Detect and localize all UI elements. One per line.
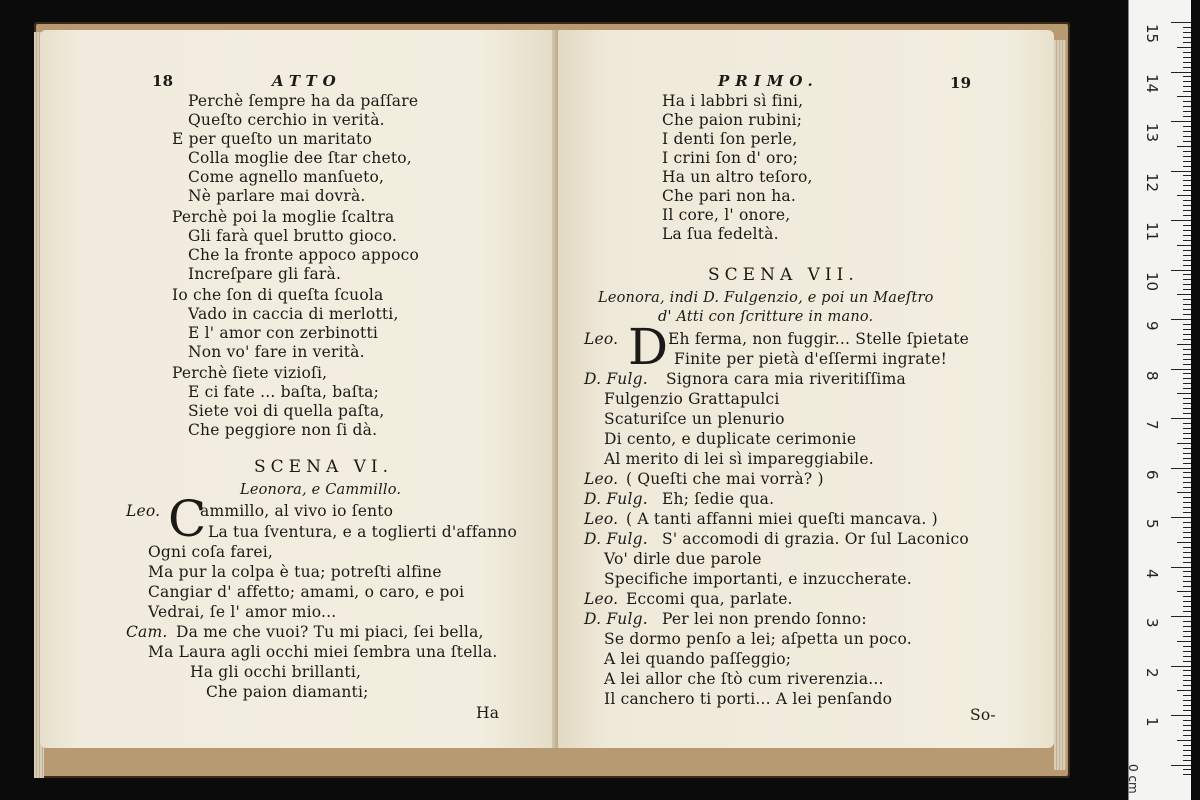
dialogue-line: A lei allor che ſtò cum riverenzia... <box>604 670 884 688</box>
ruler-unit-label: 0 cm <box>1126 764 1140 794</box>
ruler-tick <box>1183 106 1191 107</box>
speaker-label: D. Fulg. <box>584 370 648 388</box>
left-running-header: ATTO <box>272 72 342 90</box>
dialogue-line: Eh; ſedie qua. <box>662 490 775 508</box>
verse-line: Non vo' fare in verità. <box>188 343 365 361</box>
dialogue-line: Di cento, e duplicate cerimonie <box>604 430 857 448</box>
speaker-label: Leo. <box>584 330 619 348</box>
ruler-tick <box>1183 745 1191 746</box>
ruler-tick <box>1183 101 1191 102</box>
dialogue-line: Ma pur la colpa è tua; potreſti alfine <box>148 563 442 581</box>
dialogue-line: Se dormo penſo a lei; aſpetta un poco. <box>604 630 912 648</box>
ruler-tick <box>1183 428 1191 429</box>
ruler-tick <box>1171 171 1191 172</box>
ruler-tick <box>1183 339 1191 340</box>
ruler-tick <box>1183 532 1191 533</box>
ruler-tick <box>1183 398 1191 399</box>
ruler-tick <box>1183 364 1191 365</box>
ruler-tick <box>1171 22 1191 23</box>
dialogue-line: Al merito di lei sì impareggiabile. <box>604 450 874 468</box>
dialogue-line: Vedrai, ſe l' amor mio... <box>148 603 337 621</box>
verse-line: La ſua fedeltà. <box>662 225 779 243</box>
dialogue-line: Eccomi qua, parlate. <box>626 590 793 608</box>
ruler-tick <box>1183 205 1191 206</box>
ruler-tick <box>1177 96 1191 97</box>
speaker-label: D. Fulg. <box>584 490 648 508</box>
ruler-tick <box>1183 670 1191 671</box>
ruler-tick <box>1183 42 1191 43</box>
ruler-number: 9 <box>1143 321 1161 331</box>
ruler-tick <box>1183 710 1191 711</box>
ruler-tick <box>1183 606 1191 607</box>
ruler-tick <box>1183 156 1191 157</box>
ruler-tick <box>1183 487 1191 488</box>
ruler-tick <box>1183 680 1191 681</box>
ruler-tick <box>1183 725 1191 726</box>
dialogue-line: ( A tanti affanni miei queſti mancava. ) <box>626 510 938 528</box>
ruler-tick <box>1183 477 1191 478</box>
dialogue-line: Da me che vuoi? Tu mi piaci, ſei bella, <box>176 623 484 641</box>
ruler-tick <box>1177 690 1191 691</box>
ruler-number: 7 <box>1143 420 1161 430</box>
ruler-number: 5 <box>1143 519 1161 529</box>
verse-line: Perchè ſiete vizioſi, <box>172 364 328 382</box>
ruler-tick <box>1171 72 1191 73</box>
ruler-tick <box>1183 354 1191 355</box>
ruler-tick <box>1183 581 1191 582</box>
ruler-tick <box>1177 245 1191 246</box>
scene-title: SCENA VII. <box>708 265 859 285</box>
ruler-tick <box>1183 408 1191 409</box>
ruler-tick <box>1183 349 1191 350</box>
dialogue-line: La tua ſventura, e a toglierti d'affanno <box>208 523 518 541</box>
ruler-tick <box>1183 324 1191 325</box>
dialogue-line: Finite per pietà d'eſſermi ingrate! <box>674 350 947 368</box>
ruler-tick <box>1183 596 1191 597</box>
dialogue-line: A lei quando paſſeggio; <box>604 650 792 668</box>
ruler-tick <box>1183 111 1191 112</box>
ruler-tick <box>1171 567 1191 568</box>
ruler-tick <box>1183 250 1191 251</box>
ruler-tick <box>1183 552 1191 553</box>
ruler-tick <box>1183 586 1191 587</box>
ruler-number: 4 <box>1143 568 1161 579</box>
ruler-tick <box>1183 458 1191 459</box>
ruler-tick <box>1183 180 1191 181</box>
verse-line: Che la fronte appoco appoco <box>188 246 420 264</box>
left-page <box>40 30 558 748</box>
ruler-tick <box>1171 666 1191 667</box>
ruler-tick <box>1183 265 1191 266</box>
ruler-tick <box>1183 512 1191 513</box>
verse-line: Ha un altro teſoro, <box>662 168 813 186</box>
ruler-number: 10 <box>1143 271 1161 291</box>
ruler-tick <box>1171 616 1191 617</box>
ruler-tick <box>1183 463 1191 464</box>
ruler-tick <box>1171 418 1191 419</box>
ruler-tick <box>1183 705 1191 706</box>
verse-line: E per queſto un maritato <box>172 130 373 148</box>
ruler-tick <box>1177 443 1191 444</box>
ruler-tick <box>1183 284 1191 285</box>
verse-line: Come agnello manſueto, <box>188 168 385 186</box>
ruler-tick <box>1177 641 1191 642</box>
verse-line: Che pari non ha. <box>662 187 796 205</box>
right-running-header: PRIMO. <box>718 72 819 90</box>
ruler-tick <box>1171 220 1191 221</box>
ruler-tick <box>1183 661 1191 662</box>
right-page-number: 19 <box>950 74 972 92</box>
ruler-tick <box>1177 740 1191 741</box>
ruler-tick <box>1183 448 1191 449</box>
ruler-tick <box>1183 636 1191 637</box>
ruler-tick <box>1183 413 1191 414</box>
scene-characters: Leonora, e Cammillo. <box>240 482 402 498</box>
ruler-tick <box>1183 656 1191 657</box>
ruler-tick <box>1183 695 1191 696</box>
ruler-tick <box>1183 760 1191 761</box>
ruler-tick <box>1171 319 1191 320</box>
ruler-tick <box>1183 472 1191 473</box>
ruler-tick <box>1183 289 1191 290</box>
verse-line: I crini ſon d' oro; <box>662 149 799 167</box>
ruler-number: 1 <box>1143 717 1161 727</box>
ruler-tick <box>1183 626 1191 627</box>
dialogue-line: Per lei non prendo ſonno: <box>662 610 867 628</box>
verse-line: Che paion rubini; <box>662 111 803 129</box>
ruler-tick <box>1183 675 1191 676</box>
dialogue-line: Specifiche importanti, e inzuccherate. <box>604 570 912 588</box>
ruler-tick <box>1171 468 1191 469</box>
ruler-tick <box>1183 329 1191 330</box>
ruler-tick <box>1183 57 1191 58</box>
ruler-tick <box>1183 314 1191 315</box>
verse-line: E l' amor con zerbinotti <box>188 324 379 342</box>
ruler-tick <box>1171 121 1191 122</box>
verse-line: Queſto cerchio in verità. <box>188 111 385 129</box>
ruler-tick <box>1183 200 1191 201</box>
ruler-tick <box>1177 492 1191 493</box>
dialogue-line: Scaturiſce un plenurio <box>604 410 785 428</box>
right-page-edges <box>1054 40 1066 770</box>
ruler-tick <box>1177 591 1191 592</box>
dialogue-line: Eh ferma, non fuggir... Stelle ſpietate <box>668 330 969 348</box>
ruler-tick <box>1177 195 1191 196</box>
dialogue-line: Cangiar d' affetto; amami, o caro, e poi <box>148 583 465 601</box>
left-page-number: 18 <box>152 72 174 90</box>
dialogue-line: Il canchero ti porti... A lei penſando <box>604 690 893 708</box>
catchword: So- <box>970 706 996 724</box>
ruler-tick <box>1183 571 1191 572</box>
ruler-tick <box>1183 373 1191 374</box>
ruler-number: 8 <box>1143 370 1161 381</box>
ruler-tick <box>1183 166 1191 167</box>
speaker-label: Cam. <box>126 623 168 641</box>
ruler-tick <box>1183 27 1191 28</box>
ruler-number: 3 <box>1143 618 1161 628</box>
verse-line: Ha i labbri sì fini, <box>662 92 804 110</box>
ruler-tick <box>1171 765 1191 766</box>
verse-line: Perchè poi la moglie ſcaltra <box>172 208 395 226</box>
ruler-tick <box>1183 507 1191 508</box>
ruler-tick <box>1183 274 1191 275</box>
ruler-tick <box>1171 715 1191 716</box>
ruler-tick <box>1183 522 1191 523</box>
ruler-tick <box>1183 388 1191 389</box>
ruler-tick <box>1183 334 1191 335</box>
ruler-tick <box>1183 433 1191 434</box>
ruler-tick <box>1183 547 1191 548</box>
ruler-tick <box>1177 393 1191 394</box>
ruler-tick <box>1183 769 1191 770</box>
ruler-tick <box>1183 720 1191 721</box>
ruler-number: 2 <box>1143 667 1161 678</box>
ruler-tick <box>1183 185 1191 186</box>
right-page <box>558 30 1054 748</box>
ruler-tick <box>1177 47 1191 48</box>
ruler-tick <box>1183 151 1191 152</box>
ruler-tick <box>1183 423 1191 424</box>
ruler-tick <box>1183 235 1191 236</box>
verse-line: I denti ſon perle, <box>662 130 798 148</box>
ruler-tick <box>1171 270 1191 271</box>
speaker-label: D. Fulg. <box>584 610 648 628</box>
verse-line: Nè parlare mai dovrà. <box>188 187 366 205</box>
ruler-number: 15 <box>1143 24 1161 44</box>
ruler-number: 12 <box>1143 172 1161 192</box>
ruler-tick <box>1183 116 1191 117</box>
ruler-tick <box>1183 557 1191 558</box>
ruler-number: 6 <box>1143 469 1161 480</box>
ruler-tick <box>1183 32 1191 33</box>
ruler-tick <box>1183 685 1191 686</box>
dialogue-line: Signora cara mia riveritiſſima <box>666 370 906 388</box>
ruler-tick <box>1183 91 1191 92</box>
ruler-tick <box>1183 527 1191 528</box>
dialogue-line: Che paion diamanti; <box>206 683 369 701</box>
ruler-tick <box>1183 482 1191 483</box>
dialogue-line: Fulgenzio Grattapulci <box>604 390 780 408</box>
speaker-label: Leo. <box>584 590 619 608</box>
verse-line: Colla moglie dee ſtar cheto, <box>188 149 412 167</box>
speaker-label: D. Fulg. <box>584 530 648 548</box>
ruler-tick <box>1183 299 1191 300</box>
verse-line: Io che ſon di queſta ſcuola <box>172 286 384 304</box>
ruler-tick <box>1183 562 1191 563</box>
ruler-tick <box>1183 403 1191 404</box>
ruler-tick <box>1183 774 1191 775</box>
ruler-tick <box>1183 67 1191 68</box>
verse-line: E ci fate ... baſta, baſta; <box>188 383 380 401</box>
ruler-tick <box>1177 344 1191 345</box>
catchword: Ha <box>476 704 500 722</box>
ruler-tick <box>1177 294 1191 295</box>
ruler-tick <box>1183 215 1191 216</box>
ruler-tick <box>1183 502 1191 503</box>
ruler-tick <box>1183 378 1191 379</box>
ruler-tick <box>1183 621 1191 622</box>
ruler-number: 13 <box>1143 123 1161 143</box>
ruler-tick <box>1183 537 1191 538</box>
dialogue-line: ( Queſti che mai vorrà? ) <box>626 470 824 488</box>
ruler-number: 11 <box>1143 222 1161 242</box>
speaker-label: Leo. <box>584 510 619 528</box>
ruler-tick <box>1183 651 1191 652</box>
measurement-ruler <box>1128 0 1191 800</box>
verse-line: Siete voi di quella paſta, <box>188 402 385 420</box>
ruler-tick <box>1183 81 1191 82</box>
ruler-tick <box>1183 611 1191 612</box>
verse-line: Gli farà quel brutto gioco. <box>188 227 398 245</box>
ruler-tick <box>1183 497 1191 498</box>
scene-characters: Leonora, indi D. Fulgenzio, e poi un Maeſtro <box>598 290 934 306</box>
ruler-tick <box>1183 161 1191 162</box>
ruler-tick <box>1177 542 1191 543</box>
ruler-tick <box>1183 141 1191 142</box>
ruler-tick <box>1171 517 1191 518</box>
verse-line: Vado in caccia di merlotti, <box>188 305 399 323</box>
scene-title: SCENA VI. <box>254 457 394 477</box>
dialogue-line: Ogni coſa farei, <box>148 543 274 561</box>
ruler-tick <box>1183 76 1191 77</box>
speaker-label: Leo. <box>584 470 619 488</box>
ruler-tick <box>1183 225 1191 226</box>
ruler-tick <box>1183 700 1191 701</box>
ruler-tick <box>1183 438 1191 439</box>
ruler-tick <box>1183 260 1191 261</box>
ruler-tick <box>1183 730 1191 731</box>
verse-line: Increſpare gli farà. <box>188 265 342 283</box>
scene-characters: d' Atti con ſcritture in mano. <box>658 309 874 325</box>
ruler-tick <box>1183 755 1191 756</box>
ruler-tick <box>1183 359 1191 360</box>
ruler-tick <box>1183 309 1191 310</box>
verse-line: Che peggiore non ſi dà. <box>188 421 378 439</box>
ruler-number: 14 <box>1143 73 1161 93</box>
dialogue-line: Ma Laura agli occhi miei ſembra una ſtella. <box>148 643 498 661</box>
ruler-tick <box>1183 453 1191 454</box>
ruler-tick <box>1183 86 1191 87</box>
ruler-tick <box>1183 279 1191 280</box>
ruler-tick <box>1183 383 1191 384</box>
ruler-tick <box>1183 37 1191 38</box>
ruler-tick <box>1183 52 1191 53</box>
ruler-tick <box>1183 601 1191 602</box>
ruler-tick <box>1183 750 1191 751</box>
ruler-tick <box>1183 255 1191 256</box>
ruler-tick <box>1183 136 1191 137</box>
speaker-label: Leo. <box>126 502 161 520</box>
ruler-tick <box>1171 369 1191 370</box>
ruler-tick <box>1183 131 1191 132</box>
drop-cap: D <box>628 318 669 376</box>
ruler-tick <box>1183 230 1191 231</box>
dialogue-line: Ha gli occhi brillanti, <box>190 663 362 681</box>
verse-line: Il core, l' onore, <box>662 206 791 224</box>
verse-line: Perchè ſempre ha da paſſare <box>188 92 419 110</box>
drop-cap: C <box>168 490 207 548</box>
dialogue-line: Vo' dirle due parole <box>604 550 762 568</box>
ruler-tick <box>1183 240 1191 241</box>
ruler-tick <box>1183 210 1191 211</box>
ruler-tick <box>1183 175 1191 176</box>
ruler-tick <box>1183 62 1191 63</box>
ruler-tick <box>1177 146 1191 147</box>
ruler-tick <box>1183 735 1191 736</box>
ruler-tick <box>1183 126 1191 127</box>
ruler-tick <box>1183 304 1191 305</box>
dialogue-line: ammillo, al vivo io ſento <box>200 502 394 520</box>
ruler-tick <box>1183 190 1191 191</box>
dialogue-line: S' accomodi di grazia. Or ſul Laconico <box>662 530 969 548</box>
ruler-tick <box>1183 576 1191 577</box>
ruler-tick <box>1183 646 1191 647</box>
ruler-tick <box>1183 631 1191 632</box>
